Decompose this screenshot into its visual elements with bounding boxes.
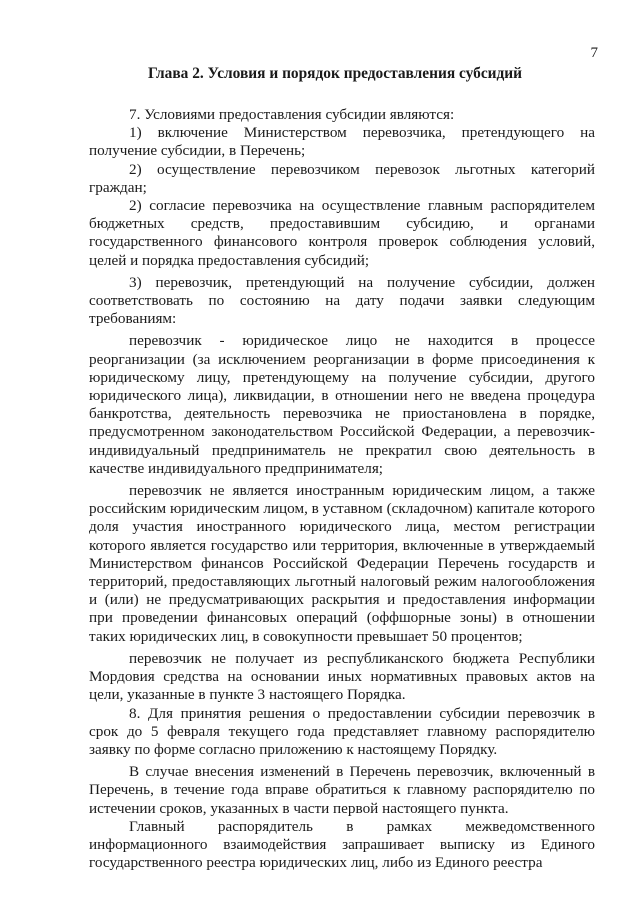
paragraph-condition-2: 2) осуществление перевозчиком перевозок льготных категорий граждан; <box>89 160 595 196</box>
document-body <box>89 106 595 872</box>
paragraph-requirement-reorganization: перевозчик - юридическое лицо не находится в процессе реорганизации (за исключением реорганизации в форме присоединения к юридическому лицу, претендующему на получение субсидии, другого юридического лица), ликвидации, в отношении него не введена процедура банкротства, деятельность перевозчика не приостановлена в порядке, предусмотренном законодательством Российской Федерации, а перевозчик-индивидуальный предприниматель не прекратил свою деятельность в качестве индивидуального предпринимателя; <box>89 332 595 477</box>
paragraph-list-changes: В случае внесения изменений в Перечень перевозчик, включенный в Перечень, в течение года вправе обратиться к главному распорядителю по истечении сроков, указанных в части первой настоящего пункта. <box>89 763 595 817</box>
paragraph-condition-2-consent: 2) согласие перевозчика на осуществление главным распорядителем бюджетных средств, предоставившим субсидию, и органами государственного финансового контроля проверок соблюдения условий, целей и порядка предоставления субсидий; <box>89 197 595 269</box>
paragraph-7-intro: 7. Условиями предоставления субсидии являются: <box>129 106 455 123</box>
paragraph-condition-3: 3) перевозчик, претендующий на получение субсидии, должен соответствовать по состоянию на дату подачи заявки следующим требованиям: <box>89 273 595 328</box>
chapter-title: Глава 2. Условия и порядок предоставления субсидий <box>147 65 523 82</box>
page-number: 7 <box>590 45 598 61</box>
paragraph-8-application: 8. Для принятия решения о предоставлении субсидии перевозчик в срок до 5 февраля текущего года представляет главному распорядителю заявку по форме согласно приложению к настоящему Порядку. <box>89 704 595 758</box>
paragraph-requirement-budget: перевозчик не получает из республиканского бюджета Республики Мордовия средства на основании иных нормативных правовых актов на цели, указанные в пункте 3 настоящего Порядка. <box>89 649 595 704</box>
paragraph-condition-1: 1) включение Министерством перевозчика, претендующего на получение субсидии, в Перечень; <box>89 124 595 160</box>
paragraph-interagency-request: Главный распорядитель в рамках межведомственного информационного взаимодействия запрашивает выписку из Единого государственного реестра юридических лиц, либо из Единого реестра <box>89 817 595 872</box>
paragraph-requirement-foreign-entity: перевозчик не является иностранным юридическим лицом, а также российским юридическим лицом, в уставном (складочном) капитале которого доля участия иностранного юридического лица, местом регистрации которого является государство или территория, включенные в утверждаемый Министерством финансов Российской Федерации Перечень государств и территорий, предоставляющих льготный налоговый режим налогообложения и (или) не предусматривающих раскрытия и предоставления информации при проведении финансовых операций (оффшорные зоны) в отношении таких юридических лиц, в совокупности превышает 50 процентов; <box>89 482 595 645</box>
